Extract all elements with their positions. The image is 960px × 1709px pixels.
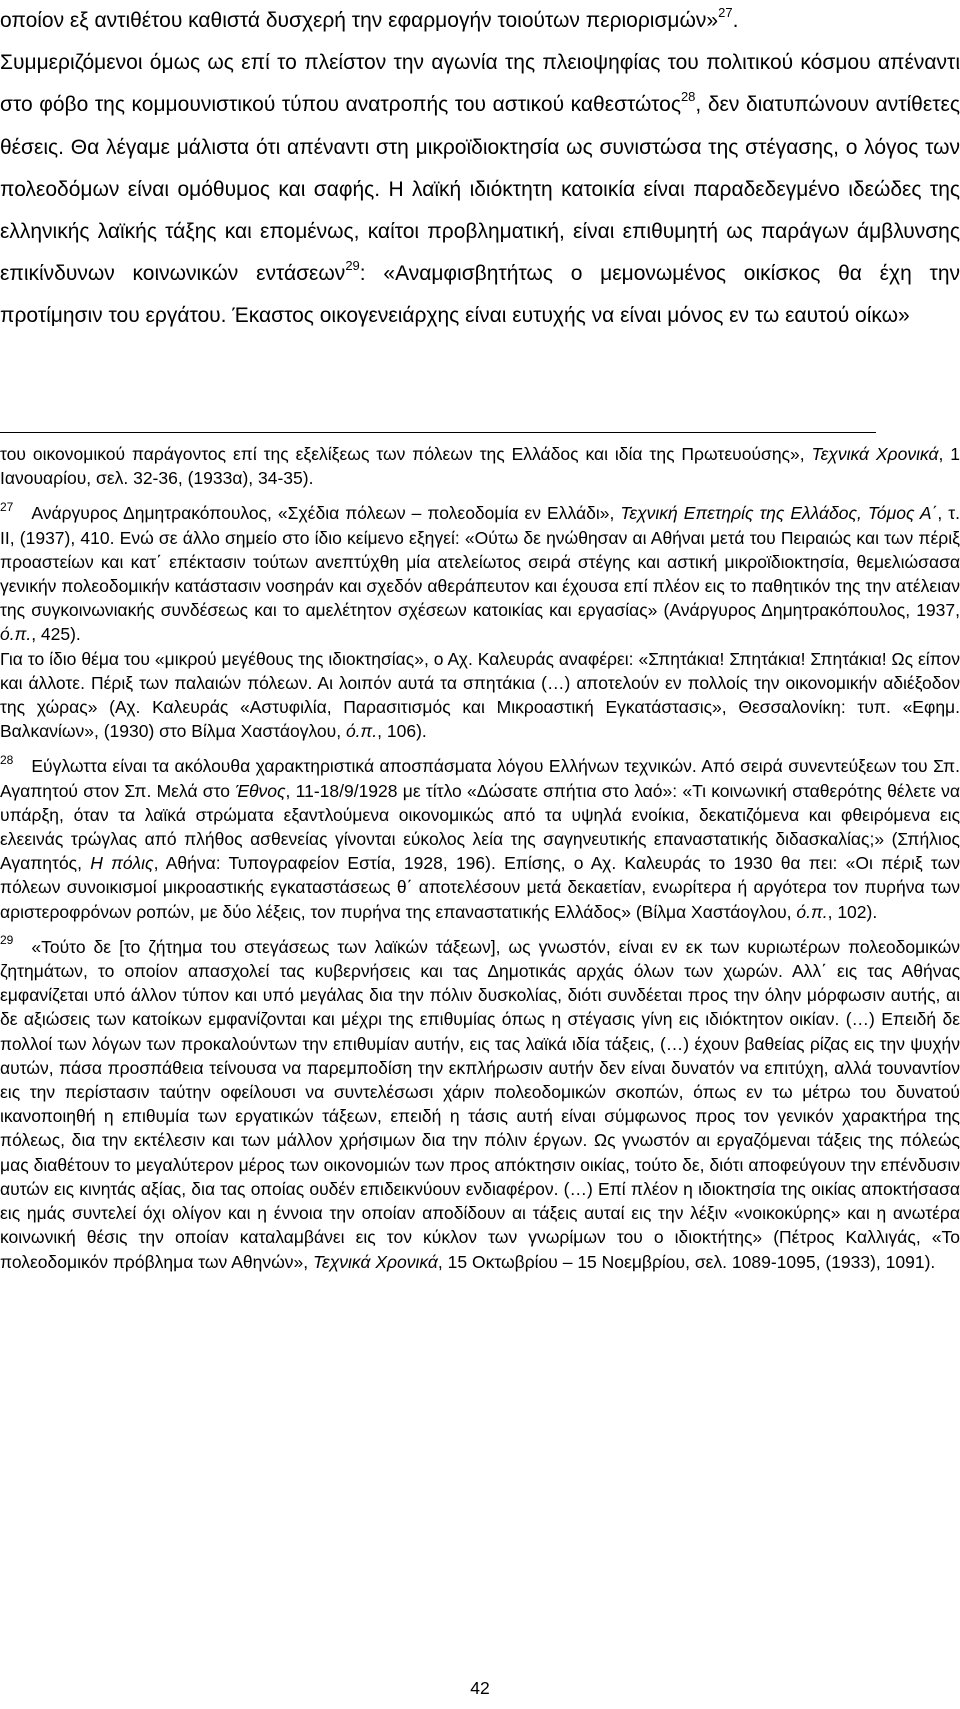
- body-text: οποίον εξ αντιθέτου καθιστά δυσχερή την εφαρμογήν τοιούτων περιορισμών»: [0, 9, 719, 32]
- body-paragraph: [0, 0, 960, 42]
- footnotes: [0, 442, 960, 1274]
- footnote-text: , 102).: [827, 901, 878, 922]
- footnote-separator: [0, 432, 876, 433]
- footnote-text: «Τούτο δε [το ζήτημα του στεγάσεως των λαϊκών τάξεων], ως γνωστόν, είναι εν εκ των κυριωτέρων πολεοδομικών ζητημάτων, το οποίον απασχολεί τας κυβερνήσεις και τας Δημοτικάς αρχάς όλων των χωρών. Αλλ΄ εις τας Αθήνας εμφανίζεται υπό άλλον τύπον και υπό μεγάλας δια την πόλιν δυσκολίας, διότι συνδέεται προς την όλην μόρφωσιν αυτής, αι δε αξιώσεις των κατοίκων εμφανίζονται και μέχρι της επιθυμίας όπως η στέγασις γίνη εις ιδιόκτητον οικίαν. (…) Επειδή δε πολλοί των λόγων των προκαλούντων την επιθυμίαν αυτήν, εις τας λαϊκά ιδία τάξεις, (…) έχουν βαθείας ρίζας εις την ψυχήν αυτών, πάσα προσπάθεια τείνουσα να παρεμποδίση την εκπλήρωσιν αυτήν δεν είναι δυνατόν να επιτύχη, αλλά τουναντίον εις την περίστασιν ταύτην οφείλουσι να συντελέσωσι χάριν πολεοδομικών σκοπών, όπως εν τω μέτρω του δυνατού ικανοποιηθή η επιθυμία των εργατικών τάξεων, επειδή η τάσις αυτή είναι σύμφωνος προς τον γενικόν χαρακτήρα της πόλεως, δια την εκτέλεσιν και των μάλλον χρήσιμων δια την πόλιν έργων. Ως γνωστόν αι εργαζόμεναι τάξεις της πόλεώς μας διαθέτουν το μεγαλύτερον μέρος των οικονομιών των προς απόκτησιν οικίας, τούτο δε, διότι αποφεύγουν την επένδυσιν αυτών εις κινητάς αξίας, δια τας οποίας ουδέν επιδεικνύουν ενδιαφέρον. (…) Επί πλέον η ιδιοκτησία της οικίας αποκτήσασα εις ημάς συντελεί όχι ολίγον και η έννοια την οποίαν αποδίδουν αι τάξεις αυταί εις την λέξιν «νοικοκύρης» και η ανωτέρα κοινωνική θέσις την οποίαν καταλαμβάνει εις τον κύκλον των γνωρίμων του ο ιδιοκτήτης» (Πέτρος Καλλιγάς, «Το πολεοδομικόν πρόβλημα των Αθηνών»,: [0, 936, 960, 1272]
- footnote-text: , 15 Οκτωβρίου – 15 Νοεμβρίου, σελ. 1089-1095, (1933), 1091).: [437, 1251, 936, 1272]
- body-paragraph: [0, 42, 960, 337]
- book-title: Η πόλις: [90, 853, 154, 874]
- footnote-28: [0, 754, 960, 923]
- footnote-27: [0, 501, 960, 646]
- body-text: : «Αναμφισβητήτως ο μεμονωμένος οικίσκος θα έχη την προτίμησιν του εργάτου. Έκαστος οικογενειάρχης είναι ευτυχής να είναι μόνος εν τω εαυτού οίκω»: [0, 262, 960, 328]
- footnote-text: Ανάργυρος Δημητρακόπουλος, «Σχέδια πόλεων – πολεοδομία εν Ελλάδι»,: [31, 503, 621, 524]
- footnote-27-continued: [0, 647, 960, 744]
- citation-abbrev: ό.π.: [0, 624, 32, 645]
- footnote-number: 29: [0, 933, 14, 948]
- citation-abbrev: ό.π.: [345, 721, 378, 742]
- footnote-number: 28: [0, 752, 14, 767]
- footnote-text: , 1 Ιανουαρίου, σελ. 32-36, (1933α), 34-35).: [0, 444, 960, 489]
- footnote-29: [0, 935, 960, 1274]
- main-text: [0, 0, 960, 338]
- citation-abbrev: ό.π.: [796, 901, 828, 922]
- page-number: 42: [470, 1678, 490, 1698]
- footnote-text: , 425).: [31, 624, 81, 645]
- footnote-continuation: [0, 442, 960, 490]
- body-text: .: [732, 9, 739, 32]
- footnote-ref-27[interactable]: 27: [718, 5, 733, 20]
- footnote-text: , τ. ΙΙ, (1937), 410. Ενώ σε άλλο σημείο στο ίδιο κείμενο εξηγεί: «Ούτω δε ηνώθησαν αι Αθήναι μετά του Πειραιώς και των πέριξ προαστείων και κατ΄ επέκτασιν τούτων ανεπτύχθη μία ατελείωτος σειρά στέγης και αστική μικροϊδιοκτησία, θεμελιώσασα γενικήν πολεοδομικήν κατάστασιν νοσηράν και σχεδόν αθεράπευτον και έχουσα επί πλέον εις το παθητικόν της την ατέλειαν της συγκοινωνιακής συνδέσεως και το αμελέτητον σχέσεων κατοικίας και εργασίας» (Ανάργυρος Δημητρακόπουλος, 1937,: [0, 503, 960, 621]
- body-text: , δεν διατυπώνουν αντίθετες θέσεις. Θα λέγαμε μάλιστα ότι απέναντι στη μικροϊδιοκτησία ως συνιστώσα της στέγασης, ο λόγος των πολεοδόμων είναι ομόθυμος και σαφής. Η λαϊκή ιδιόκτητη κατοικία είναι παραδεδεγμένο ιδεώδες της ελληνικής λαϊκής τάξης και επομένως, καίτοι προβληματική, είναι επιθυμητή ως παράγων άμβλυνσης επικίνδυνων κοινωνικών εντάσεων: [0, 93, 960, 286]
- journal-title: Τεχνικά Χρονικά: [811, 444, 939, 464]
- footnote-text: Εύγλωττα είναι τα ακόλουθα χαρακτηριστικά αποσπάσματα λόγου Ελλήνων τεχνικών. Από σειρά συνεντεύξεων του Σπ. Αγαπητού στον Σπ. Μελά στο: [0, 756, 960, 801]
- footnote-text: , Αθήνα: Τυπογραφείον Εστία, 1928, 196). Επίσης, ο Αχ. Καλευράς το 1930 θα πει: «Οι πέριξ των πόλεων συνοικισμοί μικροαστικής εγκαταστάσεως θ΄ αποτελέσουν μετά δεκαετίαν, ενωρίτερα ή αργότερα τον πυρήνα των αριστεροφρόνων ροπών, με δύο λέξεις, τον πυρήνα της επαναστατικής Ελλάδος» (Βίλμα Χαστάογλου,: [0, 853, 960, 922]
- footnote-text: , 106).: [377, 721, 427, 742]
- footnote-text: Για το ίδιο θέμα του «μικρού μεγέθους της ιδιοκτησίας», ο Αχ. Καλευράς αναφέρει: «Σπητάκια! Σπητάκια! Σπητάκια! Ως είπον και άλλοτε. Πέριξ των παλαιών πόλεων. Αι λοιπόν αυτά τα σπητάκια (…) αποτελούν εν πολλοίς την οικονομικήν αδιέξοδον της χώρας» (Αχ. Καλευράς «Αστυφιλία, Παρασιτισμός και Μικροαστική Εγκατάστασις», Θεσσαλονίκη: τυπ. «Εφημ. Βαλκανίων», (1930) στο Βίλμα Χαστάογλου,: [0, 648, 960, 742]
- footnote-text: του οικονομικού παράγοντος επί της εξελίξεως των πόλεων της Ελλάδος και ιδία της Πρωτευούσης»,: [0, 444, 812, 464]
- footnote-ref-28[interactable]: 28: [680, 89, 696, 105]
- footnote-ref-29[interactable]: 29: [345, 258, 360, 274]
- journal-title: Τεχνική Επετηρίς της Ελλάδος, Τόμος Α΄: [620, 503, 938, 524]
- body-text: Συμμεριζόμενοι όμως ως επί το πλείστον την αγωνία της πλειοψηφίας του πολιτικού κόσμου απέναντι στο φόβο της κομμουνιστικού τύπου ανατροπής του αστικού καθεστώτος: [0, 51, 960, 117]
- footnote-text: , 11-18/9/1928 με τίτλο «Δώσατε σπήτια στο λαό»: «Τι κοινωνική σταθερότης θέλετε να υπάρξη, όταν τα λαϊκά στρώματα εξαντλούμενα οικονομικώς από τα υψηλά ενοίκια, δεκατιζόμενα και φθειρόμενα εις ελεεινάς τρώγλας από πλήθος ασθενείας γίνονται εύκολος λεία της σαγηνευτικής επαναστατικής διδασκαλίας;» (Σπήλιος Αγαπητός,: [0, 780, 960, 874]
- footnote-number: 27: [0, 499, 14, 514]
- journal-title: Τεχνικά Χρονικά: [312, 1251, 438, 1272]
- newspaper-title: Έθνος: [235, 780, 286, 801]
